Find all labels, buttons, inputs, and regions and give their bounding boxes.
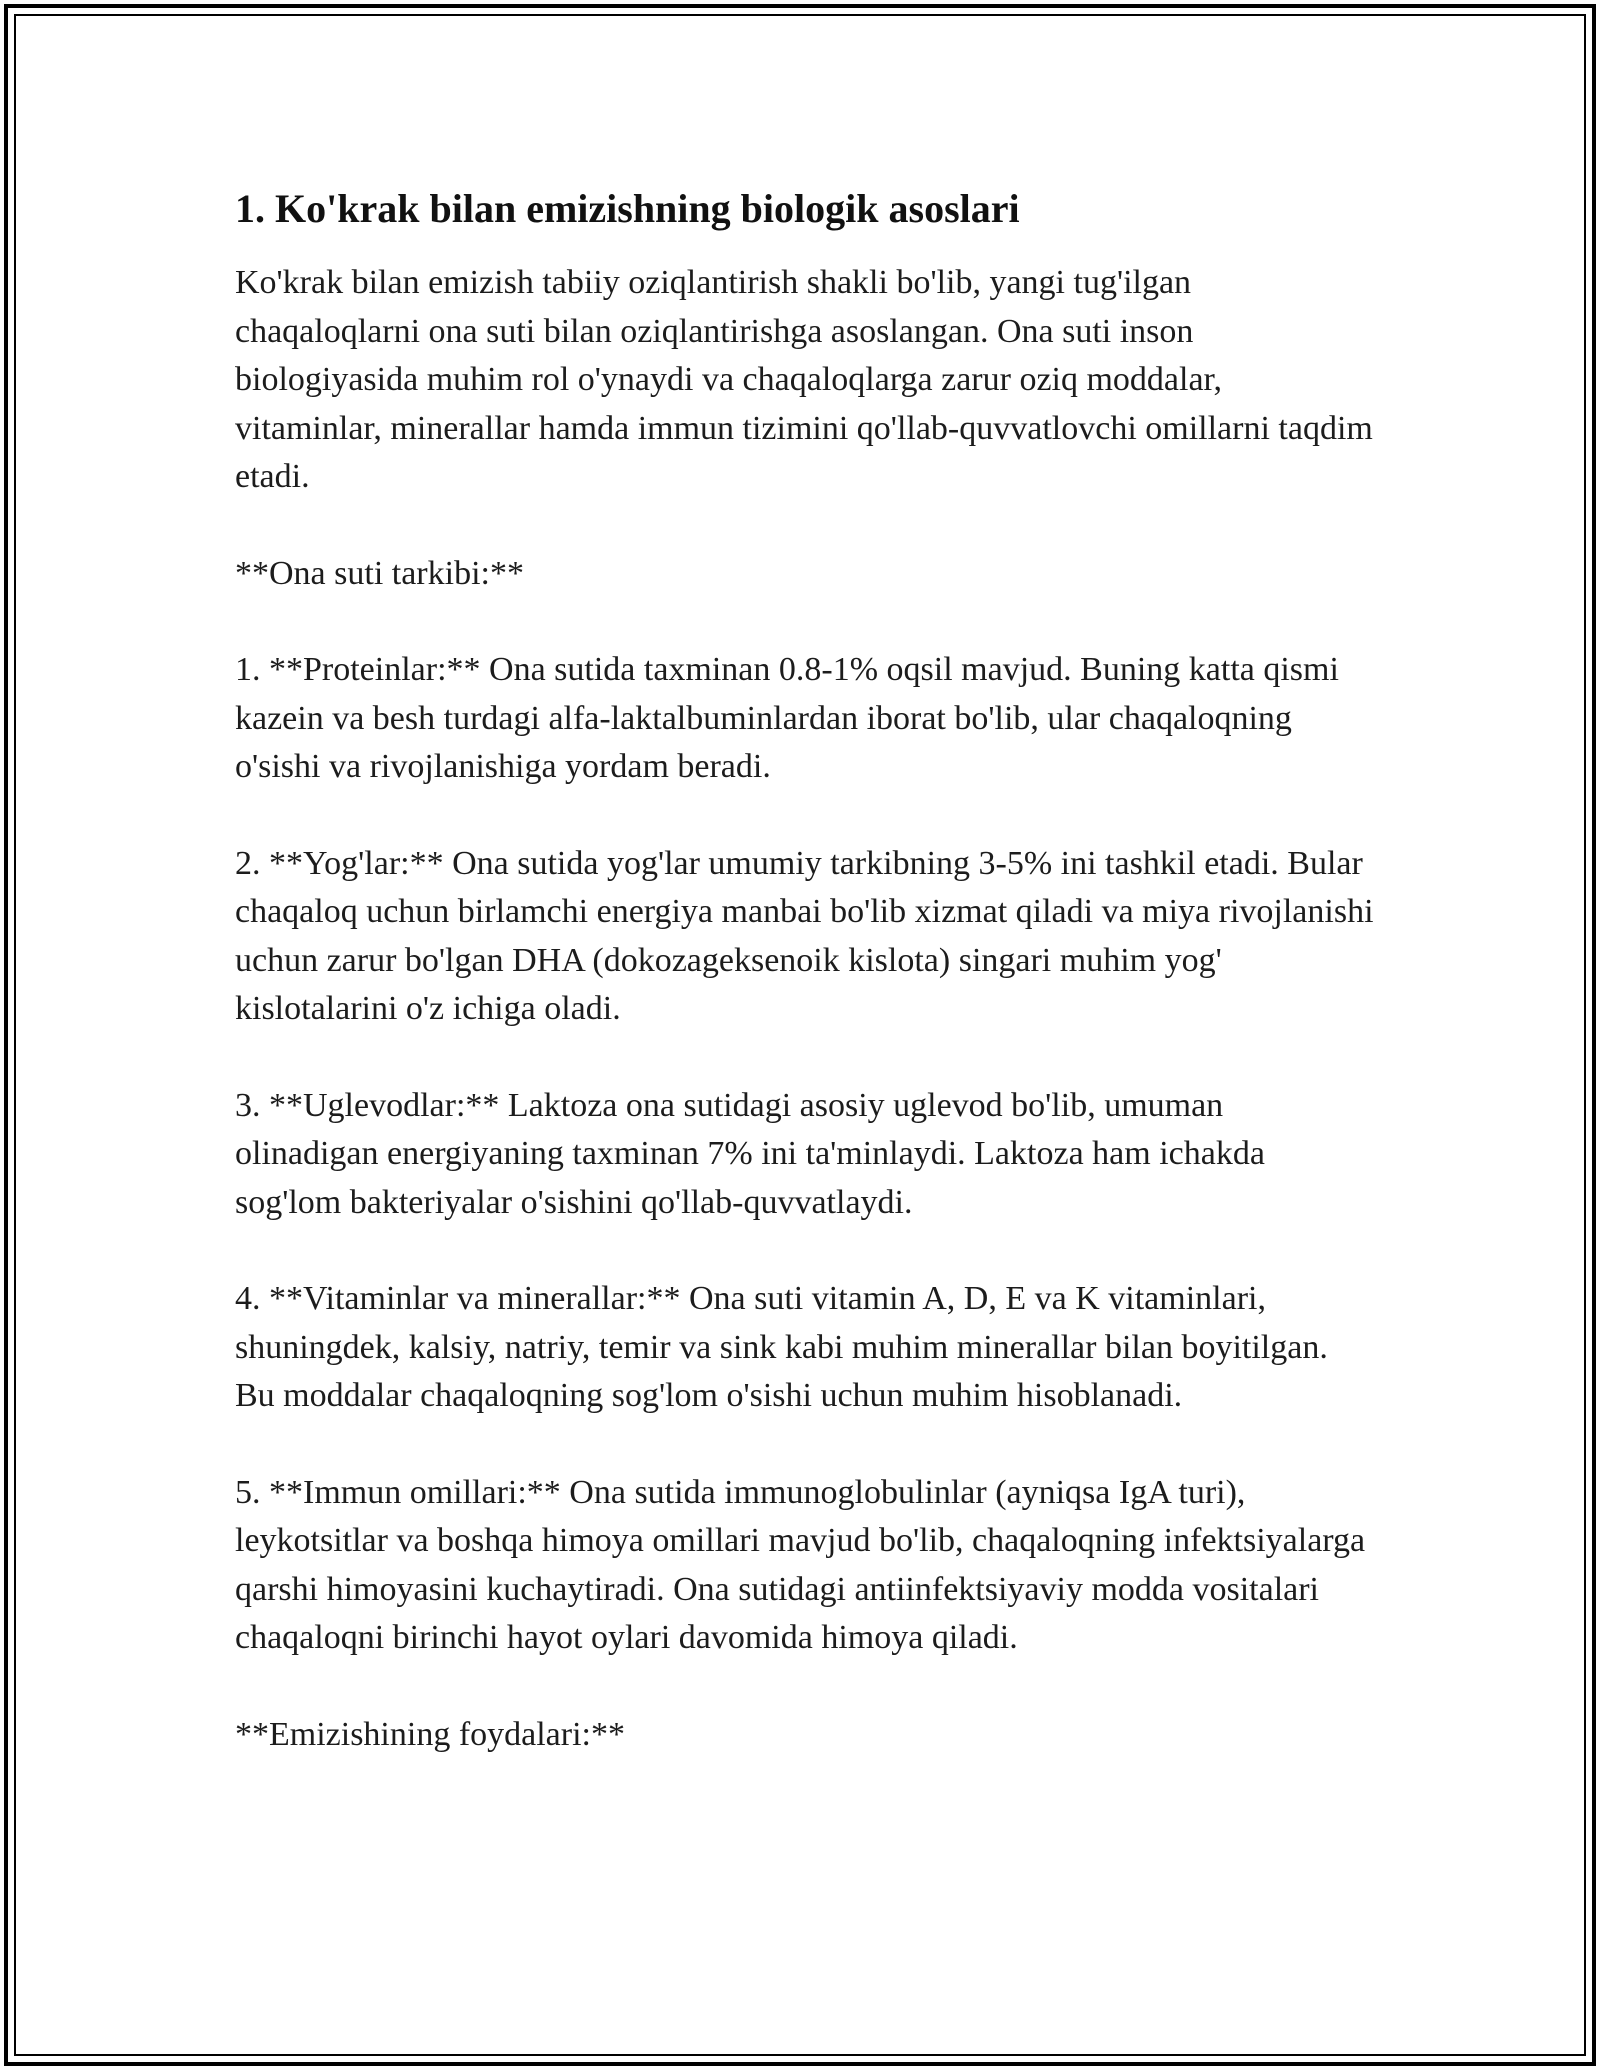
item-vitamins-minerals: 4. **Vitaminlar va minerallar:** Ona suti vitamin A, D, E va K vitaminlari, shuningdek, kalsiy, natriy, temir va sink kabi muhim minerallar bilan boyitilgan. Bu moddalar chaqaloqning sog'lom o'sishi uchun muhim hisoblanadi. — [235, 1280, 1328, 1414]
item-proteins: 1. **Proteinlar:** Ona sutida taxminan 0.8-1% oqsil mavjud. Buning katta qismi kazein va besh turdagi alfa-laktalbuminlardan iborat bo'lib, ular chaqaloqning o'sishi va rivojlanishiga yordam beradi. — [235, 651, 1339, 785]
composition-heading: **Ona suti tarkibi:** — [235, 554, 524, 592]
item-fats: 2. **Yog'lar:** Ona sutida yog'lar umumiy tarkibning 3-5% ini tashkil etadi. Bular chaqaloq uchun birlamchi energiya manbai bo'lib xizmat qiladi va miya rivojlanishi uchun zarur bo'lgan DHA (dokozageksenoik kislota) singari muhim yog' kislotalarini o'z ichiga oladi. — [235, 844, 1374, 1027]
section-heading: 1. Ko'krak bilan emizishning biologik asoslari — [235, 186, 1020, 231]
item-carbohydrates: 3. **Uglevodlar:** Laktoza ona sutidagi asosiy uglevod bo'lib, umuman olinadigan energiyaning taxminan 7% ini ta'minlaydi. Laktoza ham ichakda sog'lom bakteriyalar o'sishini qo'llab-quvvatlaydi. — [235, 1086, 1265, 1221]
document-body — [235, 185, 1375, 1807]
item-immune-factors: 5. **Immun omillari:** Ona sutida immunoglobulinlar (ayniqsa IgA turi), leykotsitlar va boshqa himoya omillari mavjud bo'lib, chaqaloqning infektsiyalarga qarshi himoyasini kuchaytiradi. Ona sutidagi antiinfektsiyaviy modda vositalari chaqaloqni birinchi hayot oylari davomida himoya qiladi. — [235, 1473, 1366, 1656]
intro-paragraph: Ko'krak bilan emizish tabiiy oziqlantirish shakli bo'lib, yangi tug'ilgan chaqaloqlarni ona suti bilan oziqlantirishga asoslangan. Ona suti inson biologiyasida muhim rol o'ynaydi va chaqaloqlarga zarur oziq moddalar, vitaminlar, minerallar hamda immun tizimini qo'llab-quvvatlovchi omillarni taqdim etadi. — [235, 264, 1373, 495]
benefits-heading: **Emizishining foydalari:** — [235, 1715, 625, 1753]
